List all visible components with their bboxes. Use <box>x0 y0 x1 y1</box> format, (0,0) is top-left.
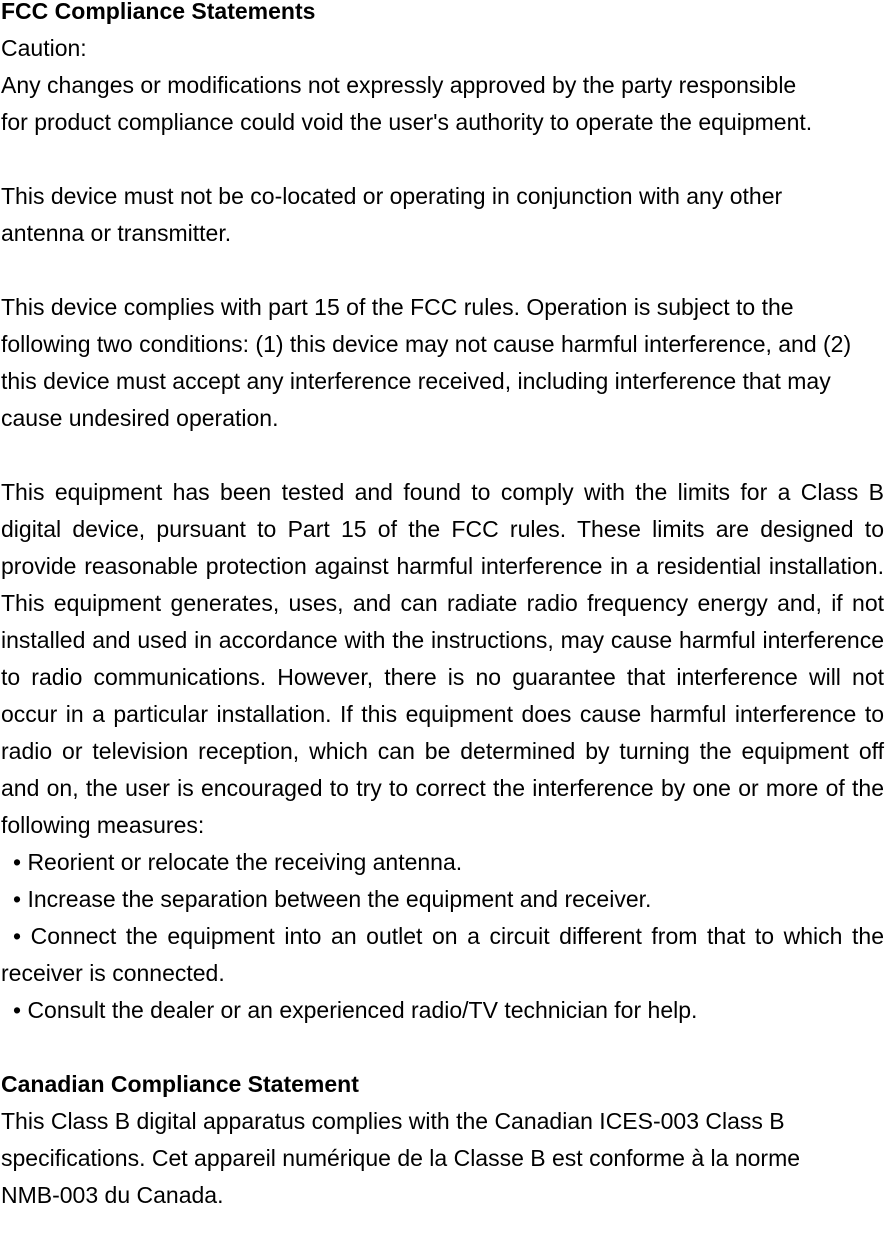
class-b-paragraph: This equipment has been tested and found to comply with the limits for a Class B digital device, pursuant to Part 15 of the FCC rules. These limits are designed to provide reasonable protection against harmful interference in a residential installation. This equipment generates, uses, and can radiate radio frequency energy and, if not installed and used in accordance with the instructions, may cause harmful interference to radio communications. However, there is no guarantee that interference will not occur in a particular installation. If this equipment does cause harmful interference to radio or television reception, which can be determined by turning the equipment off and on, the user is encouraged to try to correct the interference by one or more of the following measures: <box>1 479 884 838</box>
part15-paragraph: This device complies with part 15 of the FCC rules. Operation is subject to the following two conditions: (1) this device may not cause harmful interference, and (2) this device must accept any interference received, including interference that may cause undesired operation. <box>1 294 852 431</box>
colocation-line-2: antenna or transmitter. <box>1 220 232 246</box>
modifications-line-2: for product compliance could void the user's authority to operate the equipment. <box>1 109 813 135</box>
spacer <box>1 437 884 474</box>
colocation-line-1: This device must not be co-located or operating in conjunction with any other <box>1 183 783 209</box>
measure-item-reorient: • Reorient or relocate the receiving antenna. <box>13 849 463 875</box>
fcc-heading: FCC Compliance Statements <box>1 0 316 24</box>
measure-item-outlet-text: • Connect the equipment into an outlet on a circuit different from that to which the receiver is connected. <box>1 923 884 986</box>
spacer <box>1 141 884 178</box>
caution-label: Caution: <box>1 35 87 61</box>
canada-line-3: NMB-003 du Canada. <box>1 1182 224 1208</box>
canada-line-1: This Class B digital apparatus complies with the Canadian ICES-003 Class B <box>1 1108 785 1134</box>
spacer <box>1 1029 884 1066</box>
spacer <box>1 252 884 289</box>
measure-item-separation: • Increase the separation between the equipment and receiver. <box>13 886 652 912</box>
measure-item-consult: • Consult the dealer or an experienced radio/TV technician for help. <box>13 997 698 1023</box>
modifications-line-1: Any changes or modifications not expressly approved by the party responsible <box>1 72 797 98</box>
canada-line-2: specifications. Cet appareil numérique de la Classe B est conforme à la norme <box>1 1145 801 1171</box>
measure-item-outlet <box>1 918 884 992</box>
canada-heading: Canadian Compliance Statement <box>1 1071 359 1097</box>
